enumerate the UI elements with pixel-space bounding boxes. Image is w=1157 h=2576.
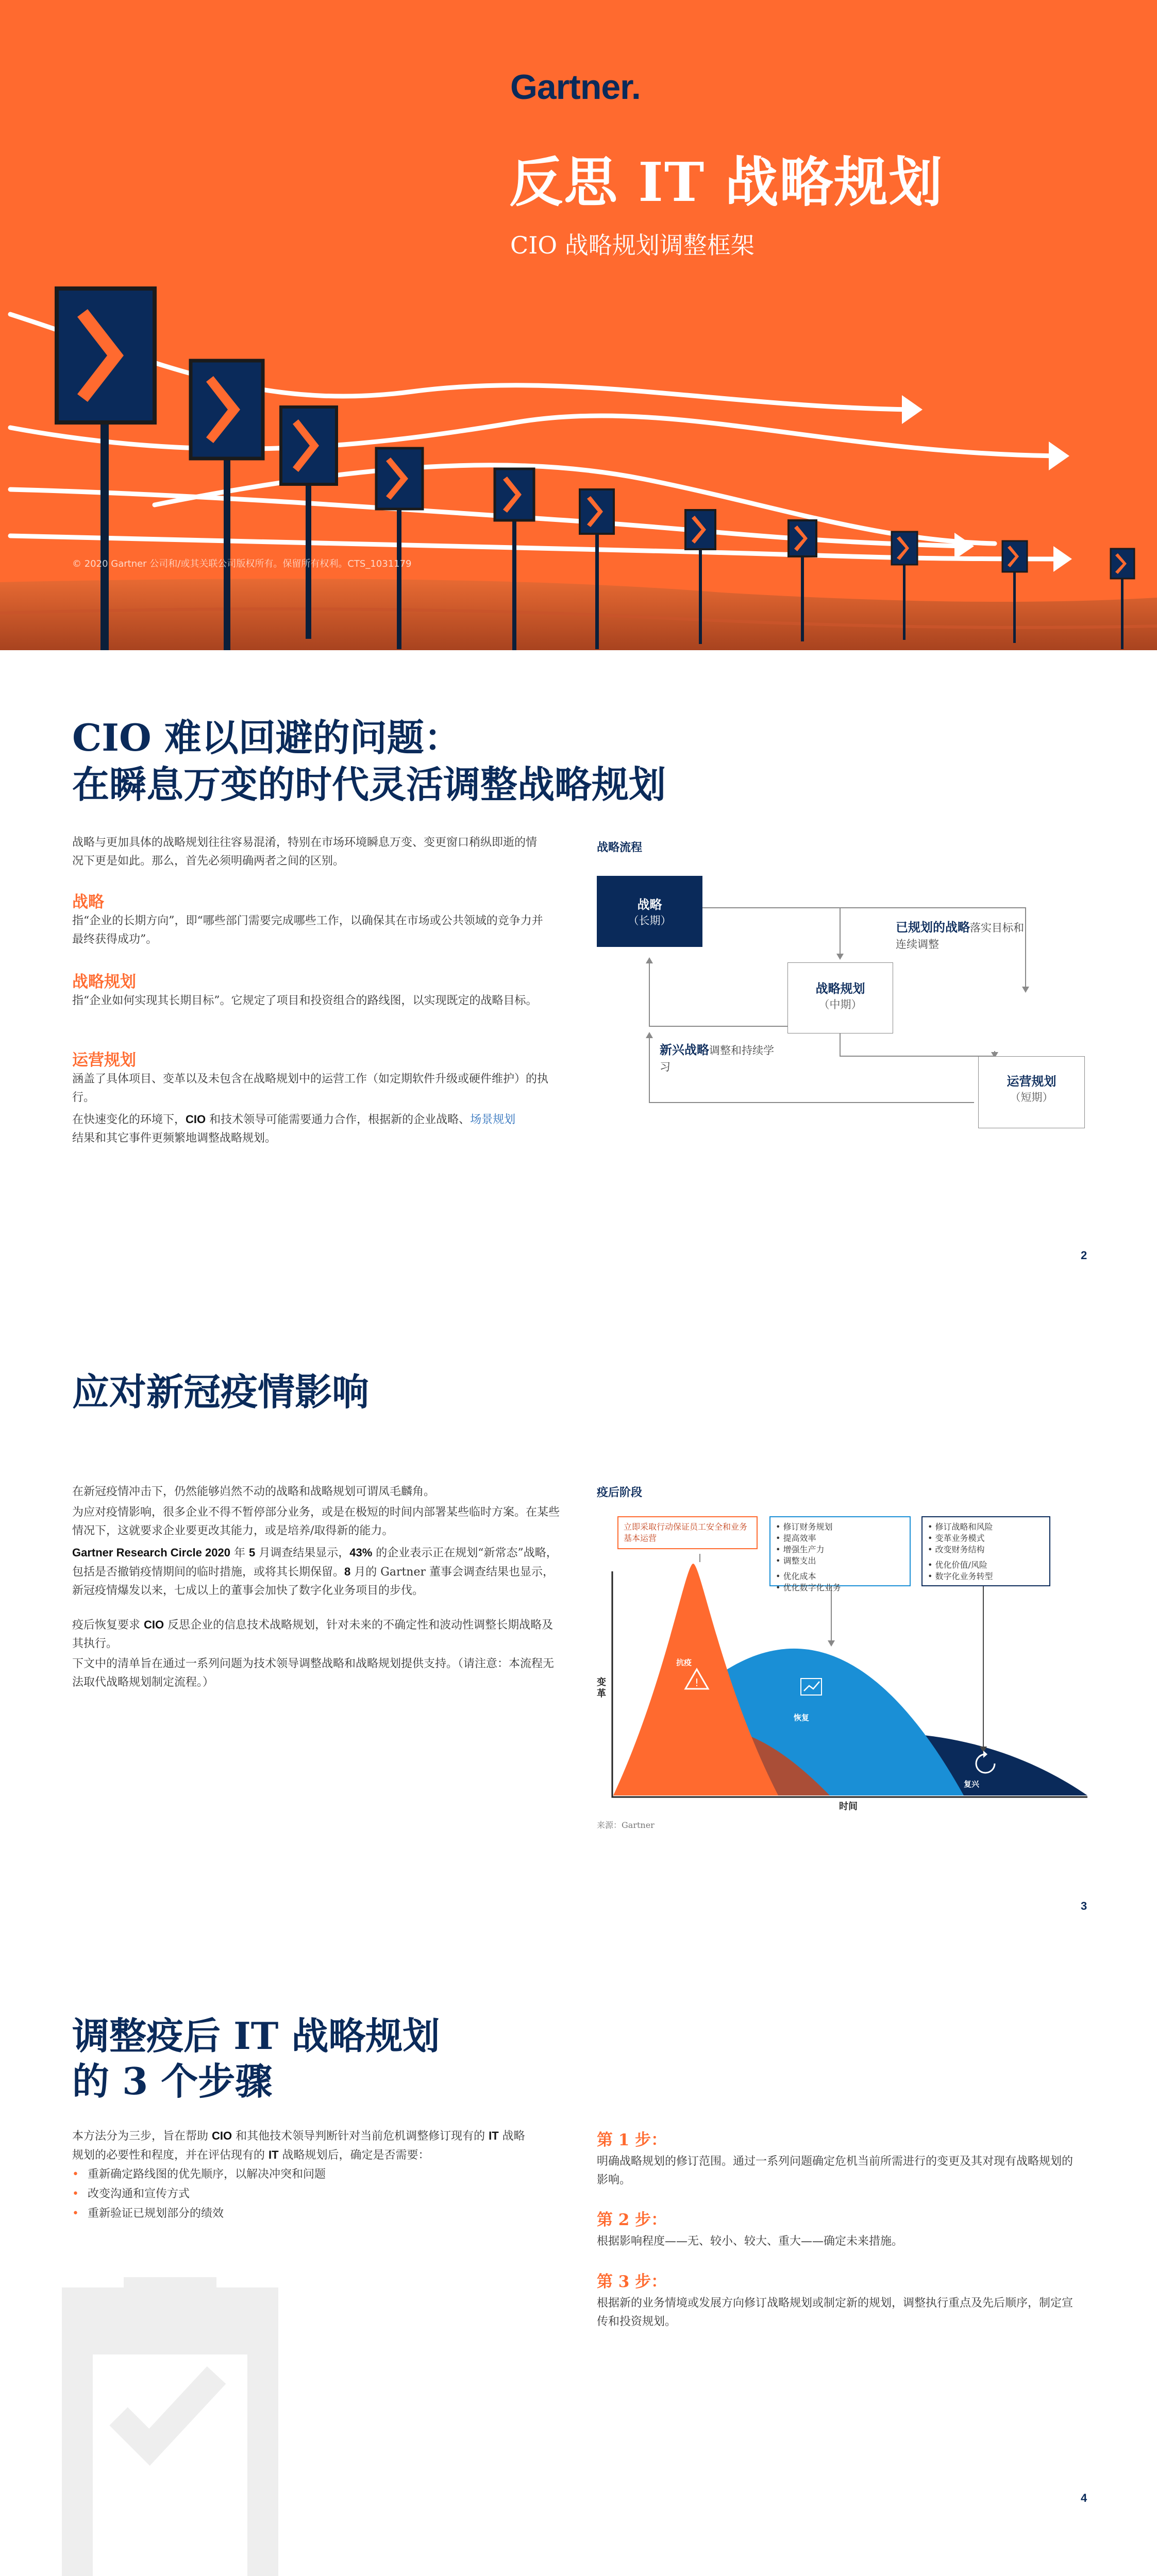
- immediate-action-box: 立即采取行动保证员工安全和业务基本运营: [617, 1516, 758, 1549]
- chart-source: 来源：Gartner: [597, 1820, 655, 1830]
- recovery-item: • 优化成本: [776, 1571, 904, 1582]
- page3-paragraph-3: Gartner Research Circle 2020 年 5 月调查结果显示，43% 的企业表示正在规划“新常态”战略，包括是否撤销疫情期间的临时措施，或将其长期保留。8 月的 Gartner 董事会调查结果也显示，新冠疫情爆发以来，七成以上的董事会加快了数字化业务项目的步伐。: [72, 1546, 558, 1597]
- scenario-planning-link[interactable]: 场景规划: [470, 1113, 516, 1126]
- recovery-item: • 调整支出: [776, 1555, 904, 1567]
- y-axis-label: 变革: [597, 1677, 606, 1699]
- revive-item: • 数字化业务转型: [928, 1571, 1044, 1582]
- cover-banner: [0, 0, 1157, 650]
- list-item: • 重新确定路线图的优先顺序，以解决冲突和问题: [72, 2165, 536, 2184]
- page2-title-line1: CIO 难以回避的问题：: [72, 716, 461, 759]
- page-number: 2: [1081, 1249, 1087, 1262]
- step3-heading: 第 3 步：: [597, 2273, 667, 2291]
- section-heading-strategic-planning: 战略规划: [72, 973, 136, 991]
- chart-heading: 疫后阶段: [597, 1486, 643, 1499]
- recovery-item: • 修订财务规划: [776, 1521, 904, 1533]
- x-axis-label: 时间: [839, 1801, 858, 1812]
- emerging-strategy-note: 新兴战略调整和持续学习: [660, 1042, 774, 1073]
- phase-label-recover: 恢复: [794, 1713, 810, 1722]
- page3-paragraph-4: 疫后恢复要求 CIO 反思企业的信息技术战略规划，针对未来的不确定性和波动性调整长期战略及其执行。: [72, 1618, 554, 1650]
- list-item: • 改变沟通和宣传方式: [72, 2184, 536, 2204]
- list-item: • 重新验证已规划部分的绩效: [72, 2204, 536, 2224]
- revive-item: • 变革业务模式: [928, 1533, 1044, 1544]
- revive-item: • 优化价值/风险: [928, 1560, 1044, 1571]
- page3-paragraph-2: 为应对疫情影响，很多企业不得不暂停部分业务，或是在极短的时间内部署某些临时方案。在某些情况下，这就要求企业要更改其能力，或是培养/取得新的能力。: [72, 1506, 560, 1537]
- phase-label-revive: 复兴: [964, 1780, 980, 1789]
- revive-item: • 改变财务结构: [928, 1544, 1044, 1555]
- revive-actions-box: [921, 1516, 1050, 1586]
- step3-body: 根据新的业务情境或发展方向修订战略规划或制定新的规划，调整执行重点及先后顺序，制定宣传和投资规划。: [597, 2297, 1074, 2328]
- strategic-planning-box-mid-term: 战略规划 （中期）: [787, 962, 893, 1033]
- section-heading-operations: 运营规划: [72, 1051, 136, 1070]
- cover-title: 反思 IT 战略规划: [509, 150, 944, 214]
- copyright-text: © 2020 Gartner 公司和/或其关联公司版权所有。保留所有权利。CTS_1031179: [72, 558, 412, 569]
- page2-intro: 战略与更加具体的战略规划往往容易混淆，特别在市场环境瞬息万变、变更窗口稍纵即逝的情况下更是如此。那么，首先必须明确两者之间的区别。: [72, 836, 538, 868]
- cover-subtitle: CIO 战略规划调整框架: [510, 231, 754, 259]
- step1-body: 明确战略规划的修订范围。通过一系列问题确定危机当前所需进行的变更及其对现有战略规划的影响。: [597, 2155, 1074, 2187]
- recovery-actions-box: [769, 1516, 911, 1592]
- revive-item: • 修订战略和风险: [928, 1521, 1044, 1533]
- page4-title-line1: 调整疫后 IT 战略规划: [72, 2014, 440, 2058]
- recovery-item: • 提高效率: [776, 1533, 904, 1544]
- section-body-strategy: 指“企业的长期方向”，即“哪些部门需要完成哪些工作，以确保其在市场或公共领域的竞争力并最终获得成功”。: [72, 914, 543, 946]
- page3-paragraph-5: 下文中的清单旨在通过一系列问题为技术领导调整战略和战略规划提供支持。（请注意：本流程无法取代战略规划制定流程。）: [72, 1657, 555, 1689]
- planned-strategy-note: 已规划的战略落实目标和连续调整: [896, 920, 1024, 951]
- svg-text:!: !: [694, 1676, 699, 1689]
- page3-title: 应对新冠疫情影响: [72, 1370, 370, 1414]
- clipboard-icon: [62, 2277, 283, 2576]
- section-heading-strategy: 战略: [72, 893, 104, 911]
- page4-title-line2: 的 3 个步骤: [72, 2059, 273, 2103]
- page4-intro: 本方法分为三步，旨在帮助 CIO 和其他技术领导判断针对当前危机调整修订现有的 IT 战略规划的必要性和程度，并在评估现有的 IT 战略规划后，确定是否需要：: [72, 2129, 525, 2162]
- section-body-operations: 涵盖了具体项目、变革以及未包含在战略规划中的运营工作（如定期软件升级或硬件维护）的执行。: [72, 1073, 549, 1104]
- page3-paragraph-1: 在新冠疫情冲击下，仍然能够岿然不动的战略和战略规划可谓凤毛麟角。: [72, 1485, 435, 1498]
- step2-heading: 第 2 步：: [597, 2211, 667, 2229]
- recovery-item: • 增强生产力: [776, 1544, 904, 1555]
- page2-title-line2: 在瞬息万变的时代灵活调整战略规划: [72, 762, 666, 806]
- operations-box-short-term: 运营规划 （短期）: [978, 1056, 1085, 1128]
- recovery-item: • 优化数字化业务: [776, 1582, 904, 1594]
- action-bullet-list: [72, 2165, 536, 2224]
- page2-closing: 在快速变化的环境下，CIO 和技术领导可能需要通力合作，根据新的企业战略、场景规划结果和其它事件更频繁地调整战略规划。: [72, 1113, 516, 1145]
- arrow-lines: [10, 314, 1062, 559]
- page-number: 3: [1081, 1900, 1087, 1912]
- strategy-box-long-term: 战略 （长期）: [597, 876, 702, 947]
- step2-body: 根据影响程度——无、较小、较大、重大——确定未来措施。: [597, 2235, 903, 2248]
- step1-heading: 第 1 步：: [597, 2131, 667, 2149]
- page-number: 4: [1081, 2492, 1087, 2504]
- phase-label-respond: 抗疫: [676, 1658, 692, 1667]
- brand-logo: Gartner.: [510, 67, 641, 107]
- section-body-strategic-planning: 指“企业如何实现其长期目标”。它规定了项目和投资组合的路线图，以实现既定的战略目标。: [72, 994, 538, 1007]
- diagram-heading: 战略流程: [597, 841, 643, 854]
